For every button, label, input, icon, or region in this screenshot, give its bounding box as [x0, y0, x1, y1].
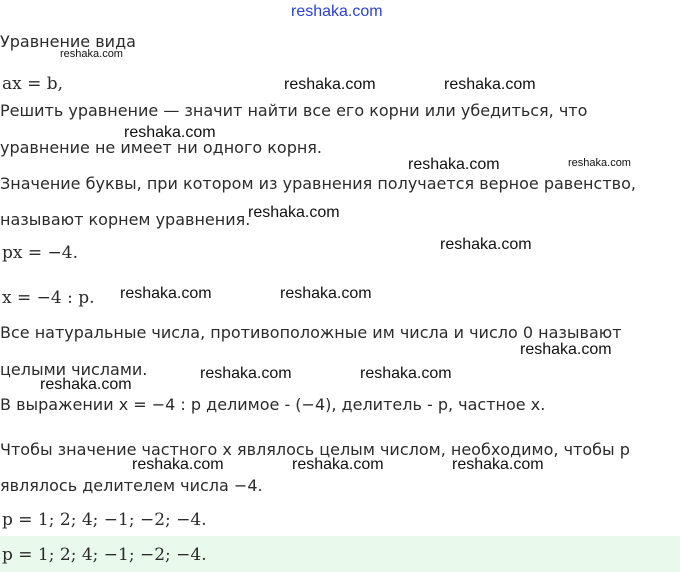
- watermark: reshaka.com: [124, 124, 216, 141]
- watermark: reshaka.com: [440, 236, 532, 253]
- watermark: reshaka.com: [284, 76, 376, 93]
- watermark: reshaka.com: [444, 76, 536, 93]
- watermark: reshaka.com: [520, 341, 612, 358]
- text-line: В выражении x = −4 : p делимое - (−4), делитель - p, частное x.: [0, 395, 546, 414]
- watermark: reshaka.com: [408, 156, 500, 173]
- text-line: целыми числами.: [0, 360, 148, 379]
- equation-line: p = 1; 2; 4; −1; −2; −4.: [2, 510, 207, 530]
- watermark: reshaka.com: [200, 365, 292, 382]
- equation-line: px = −4.: [2, 243, 78, 263]
- text-line: Уравнение вида: [0, 32, 136, 51]
- watermark: reshaka.com: [360, 365, 452, 382]
- text-line: называют корнем уравнения.: [0, 210, 251, 229]
- text-line: Чтобы значение частного x являлось целым числом, необходимо, чтобы p: [0, 440, 630, 459]
- watermark: reshaka.com: [452, 456, 544, 473]
- watermark: reshaka.com: [248, 204, 340, 221]
- answer-line: p = 1; 2; 4; −1; −2; −4.: [2, 545, 207, 565]
- text-line: Значение буквы, при котором из уравнения получается верное равенство,: [0, 174, 636, 193]
- equation-line: x = −4 : p.: [2, 288, 95, 308]
- text-line: Все натуральные числа, противоположные им числа и число 0 называют: [0, 323, 622, 342]
- watermark: reshaka.com: [40, 376, 132, 393]
- watermark: reshaka.com: [280, 285, 372, 302]
- watermark: reshaka.com: [132, 456, 224, 473]
- equation-line: ax = b,: [2, 74, 64, 94]
- watermark: reshaka.com: [120, 285, 212, 302]
- text-line: Решить уравнение — значит найти все его корни или убедиться, что: [0, 101, 588, 120]
- watermark: reshaka.com: [292, 456, 384, 473]
- watermark: reshaka.com: [60, 48, 123, 60]
- text-line: являлось делителем числа −4.: [0, 476, 263, 495]
- watermark-top: reshaka.com: [291, 3, 383, 20]
- text-line: уравнение не имеет ни одного корня.: [0, 138, 323, 157]
- watermark: reshaka.com: [568, 157, 631, 169]
